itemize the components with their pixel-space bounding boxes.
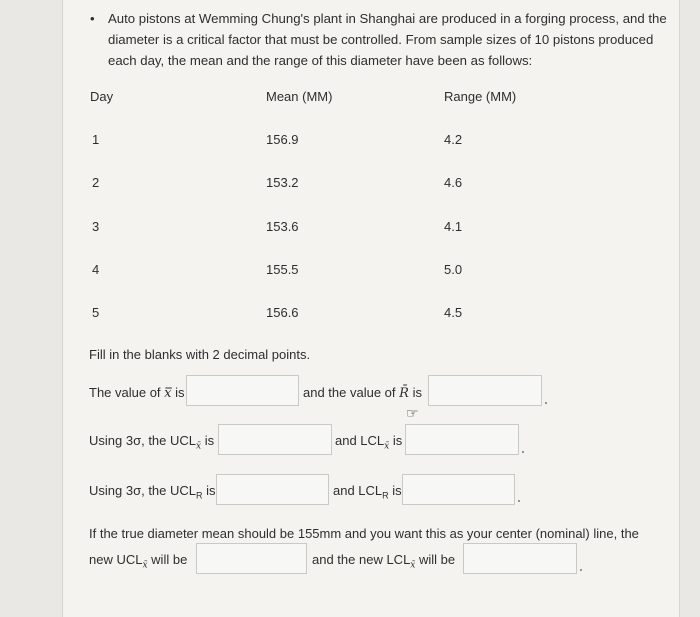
- new-ucl-input[interactable]: [196, 543, 307, 574]
- new-lcl-label: and the new $LCL_{x̄}$ will be: [312, 552, 456, 571]
- cell-mean: 156.9: [266, 132, 299, 147]
- lcl-xbar-input[interactable]: [405, 424, 519, 455]
- problem-text: Auto pistons at Wemming Chung's plant in Shanghai are produced in a forging process, and the diameter is a critical factor that must be controlled. From sample sizes of 10 pistons produced each day, the mean and the range of this diameter have been as follows:: [108, 11, 667, 68]
- pointing-hand-icon: ☞: [406, 405, 419, 421]
- cell-mean: 156.6: [266, 305, 299, 320]
- cell-mean: 153.2: [266, 175, 299, 190]
- cell-day: 5: [92, 305, 100, 320]
- cell-day: 1: [92, 132, 100, 147]
- lcl-r-input[interactable]: [402, 474, 515, 505]
- period-dot: [545, 402, 547, 404]
- cell-day: 3: [92, 219, 100, 234]
- header-range: Range (MM): [444, 89, 517, 104]
- problem-statement: [90, 8, 680, 71]
- cell-range: 4.2: [444, 132, 463, 147]
- rbar-input[interactable]: [428, 375, 542, 406]
- rbar-label: and the value of R̄ is: [303, 385, 422, 401]
- cell-mean: 153.6: [266, 219, 299, 234]
- cell-day: 4: [92, 262, 100, 277]
- cell-day: 2: [92, 175, 100, 190]
- instructions: Fill in the blanks with 2 decimal points.: [89, 347, 311, 362]
- header-mean: Mean (MM): [266, 89, 333, 104]
- ucl-xbar-label: Using 3σ, the $UCL_{x̄}$ is: [89, 433, 215, 452]
- cell-range: 5.0: [444, 262, 463, 277]
- cell-mean: 155.5: [266, 262, 299, 277]
- new-ucl-label: new $UCL_{x̄}$ will be: [89, 552, 188, 571]
- period-dot: [580, 569, 582, 571]
- question-panel: [62, 0, 680, 617]
- period-dot: [522, 451, 524, 453]
- new-lcl-input[interactable]: [463, 543, 577, 574]
- lcl-r-label: and $LCL_R$ is: [333, 483, 402, 501]
- ucl-r-input[interactable]: [216, 474, 329, 505]
- lcl-xbar-label: and $LCL_{x̄}$ is: [335, 433, 403, 452]
- cell-range: 4.6: [444, 175, 463, 190]
- bullet-marker: •: [90, 11, 95, 26]
- ucl-xbar-input[interactable]: [218, 424, 332, 455]
- cell-range: 4.5: [444, 305, 463, 320]
- period-dot: [518, 500, 520, 502]
- nominal-statement: If the true diameter mean should be 155mm and you want this as your center (nominal) line, the: [89, 526, 639, 541]
- cell-range: 4.1: [444, 219, 463, 234]
- xbarbar-label: The value of x̿ is: [89, 385, 185, 401]
- ucl-r-label: Using 3σ, the $UCL_R$ is: [89, 483, 216, 501]
- xbarbar-input[interactable]: [186, 375, 299, 406]
- header-day: Day: [90, 89, 114, 104]
